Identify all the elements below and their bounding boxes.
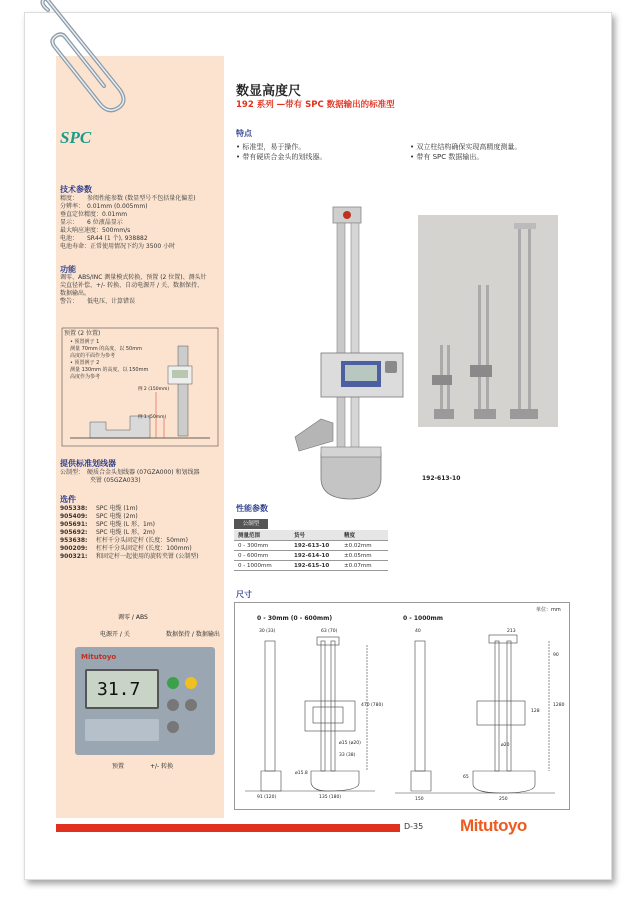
dim-label: ø15 (ø20) xyxy=(339,741,361,746)
photo-caption: 192-613-10 xyxy=(422,475,461,482)
preset-note: • 预置例子 1 xyxy=(70,339,100,345)
table-cell: ±0.02mm xyxy=(340,541,388,551)
table-cell: 192-614-10 xyxy=(290,551,340,561)
power-button[interactable] xyxy=(167,677,179,689)
table-row xyxy=(234,551,388,561)
page-title: 数显高度尺 xyxy=(236,84,302,99)
dim-label: 33 (38) xyxy=(339,753,356,758)
feature-item: • 双立柱结构确保实现高精度测量。 xyxy=(410,143,522,151)
table-header: 测量范围 xyxy=(234,530,290,541)
product-photo-family xyxy=(418,215,558,427)
table-header-row xyxy=(234,530,388,541)
table-header: 货号 xyxy=(290,530,340,541)
label-power: 电源开 / 关 xyxy=(100,631,130,638)
dim-label: 90 xyxy=(553,653,559,658)
function-line: 警告： 低电压、计算错误 xyxy=(60,298,136,305)
tech-spec-list xyxy=(60,195,220,251)
feature-item: • 带有硬质合金头的划线器。 xyxy=(236,153,327,161)
preset-note: 测量 70mm 的高度，以 50mm xyxy=(70,346,142,352)
table-cell: ±0.05mm xyxy=(340,551,388,561)
dim-label: 30 (33) xyxy=(259,629,276,634)
dim-label: 250 xyxy=(499,797,508,802)
scriber-title: 提供标准划线器 xyxy=(60,459,116,468)
tech-line: 显示： 6 位液晶显示 xyxy=(60,219,123,226)
plusminus-button[interactable] xyxy=(167,721,179,733)
label-zero-abs: 调零 / ABS xyxy=(118,614,148,621)
label-plusminus: +/- 转换 xyxy=(150,763,174,770)
features-left xyxy=(236,142,326,162)
brand-logo: Mitutoyo xyxy=(460,816,527,835)
dimension-lines xyxy=(235,603,571,811)
options-list xyxy=(60,505,222,561)
spc-logo: SPC xyxy=(60,128,92,147)
table-cell: 0 - 300mm xyxy=(234,541,290,551)
table-cell: 192-613-10 xyxy=(290,541,340,551)
dim-label: 63 (70) xyxy=(321,629,338,634)
table-row xyxy=(234,561,388,571)
table-cell: ±0.07mm xyxy=(340,561,388,571)
tech-line: 最大响应速度：500mm/s xyxy=(60,227,131,234)
function-list xyxy=(60,274,222,306)
tech-spec-title: 技术参数 xyxy=(60,185,92,194)
footer-bar xyxy=(56,824,400,832)
preset-note: • 预置例子 2 xyxy=(70,360,100,366)
option-item: 905691: SPC 电缆 (L 形、1m) xyxy=(60,521,156,528)
table-header: 精度 xyxy=(340,530,388,541)
feature-item: • 标准型，易于操作。 xyxy=(236,143,306,151)
scriber-text xyxy=(60,469,222,485)
tech-line: 垂直定位精度：0.01mm xyxy=(60,211,128,218)
unit-label: 单位：mm xyxy=(536,607,561,613)
dim-label: 128 xyxy=(531,709,540,714)
dim-label: 213 xyxy=(507,629,516,634)
option-item: 900321: 和固定杆一起使用的旋转夹钳 (公制型) xyxy=(60,553,199,560)
options-title: 选件 xyxy=(60,495,76,504)
lcd-screen xyxy=(85,669,159,709)
scriber-line: 夹钳 (05GZA033) xyxy=(60,477,141,484)
tech-line: 分辨率： 0.01mm (0.005mm) xyxy=(60,203,148,210)
table-cell: 192-615-10 xyxy=(290,561,340,571)
product-photo-main xyxy=(285,203,415,503)
panel-plate xyxy=(85,719,159,741)
feature-item: • 带有 SPC 数据输出。 xyxy=(410,153,484,161)
function-line: 调零、ABS/INC 测量模式转换、预置 (2 位置)、测头针 xyxy=(60,274,207,281)
page-subtitle: 192 系列 —带有 SPC 数据输出的标准型 xyxy=(236,100,395,110)
option-item: 953638: 杠杆千分头固定杆 (长度：50mm) xyxy=(60,537,188,544)
dim-label: ø15.8 xyxy=(295,771,308,776)
dim-label: 1280 xyxy=(553,703,565,708)
tech-line: 精度： 参阅性能参数 (数显型号不包括量化偏差) xyxy=(60,195,196,202)
dim-label: 150 xyxy=(415,797,424,802)
option-item: 905338: SPC 电缆 (1m) xyxy=(60,505,138,512)
table-cell: 0 - 600mm xyxy=(234,551,290,561)
dim-label: 65 xyxy=(463,775,469,780)
performance-title: 性能参数 xyxy=(236,504,268,513)
metric-tag: 公制型 xyxy=(234,519,268,529)
dim-label: 40 xyxy=(415,629,421,634)
right-drawing-label: 0 - 1000mm xyxy=(403,615,444,622)
label-hold: 数据保持 / 数据输出 xyxy=(166,631,220,638)
dim-label: ø20 xyxy=(501,743,510,748)
control-panel-photo xyxy=(75,647,215,755)
page-number: D-35 xyxy=(404,822,424,831)
scriber-line: 公制型： 硬质合金头划线器 (07GZA000) 和划线器 xyxy=(60,469,200,476)
diagram-mark-2: 例 2 (150mm) xyxy=(138,387,170,392)
option-item: 905692: SPC 电缆 (L 形、2m) xyxy=(60,529,156,536)
performance-table xyxy=(234,530,388,571)
option-item: 900209: 杠杆千分头固定杆 (长度：100mm) xyxy=(60,545,192,552)
dimensions-title: 尺寸 xyxy=(236,590,252,599)
tech-line: 电池： SR44 (1 个), 938882 xyxy=(60,235,148,242)
preset-note: 高度的平面作为参考 xyxy=(70,353,116,359)
dim-label: 135 (180) xyxy=(319,795,342,800)
panel-brand: Mitutoyo xyxy=(81,653,117,661)
features-title: 特点 xyxy=(236,129,252,138)
dim-label: 470 (780) xyxy=(361,703,384,708)
label-preset: 预置 xyxy=(112,763,125,770)
preset-note: 测量 130mm 的高度，以 150mm xyxy=(70,367,149,373)
features-right xyxy=(410,142,521,162)
table-row xyxy=(234,541,388,551)
hold-button[interactable] xyxy=(185,699,197,711)
preset-note: 高度作为参考 xyxy=(70,374,101,380)
lcd-value: 31.7 xyxy=(97,679,141,700)
dim-label: 91 (120) xyxy=(257,795,277,800)
option-item: 905409: SPC 电缆 (2m) xyxy=(60,513,138,520)
dimension-drawing xyxy=(234,602,570,810)
paperclip-icon xyxy=(28,0,138,130)
preset-title: 预置 (2 位置) xyxy=(64,330,101,337)
preset-button[interactable] xyxy=(167,699,179,711)
tech-line: 电池寿命：正常使用情况下约为 3500 小时 xyxy=(60,243,176,250)
diagram-mark-1: 例 1 (50mm) xyxy=(138,415,167,420)
function-line: 尖直径补偿、+/- 转换、自动电源开 / 关、数据保持、 xyxy=(60,282,203,289)
zero-abs-button[interactable] xyxy=(185,677,197,689)
left-drawing-label: 0 - 30mm (0 - 600mm) xyxy=(257,615,333,622)
function-line: 数据输出。 xyxy=(60,290,91,297)
function-title: 功能 xyxy=(60,265,76,274)
table-cell: 0 - 1000mm xyxy=(234,561,290,571)
